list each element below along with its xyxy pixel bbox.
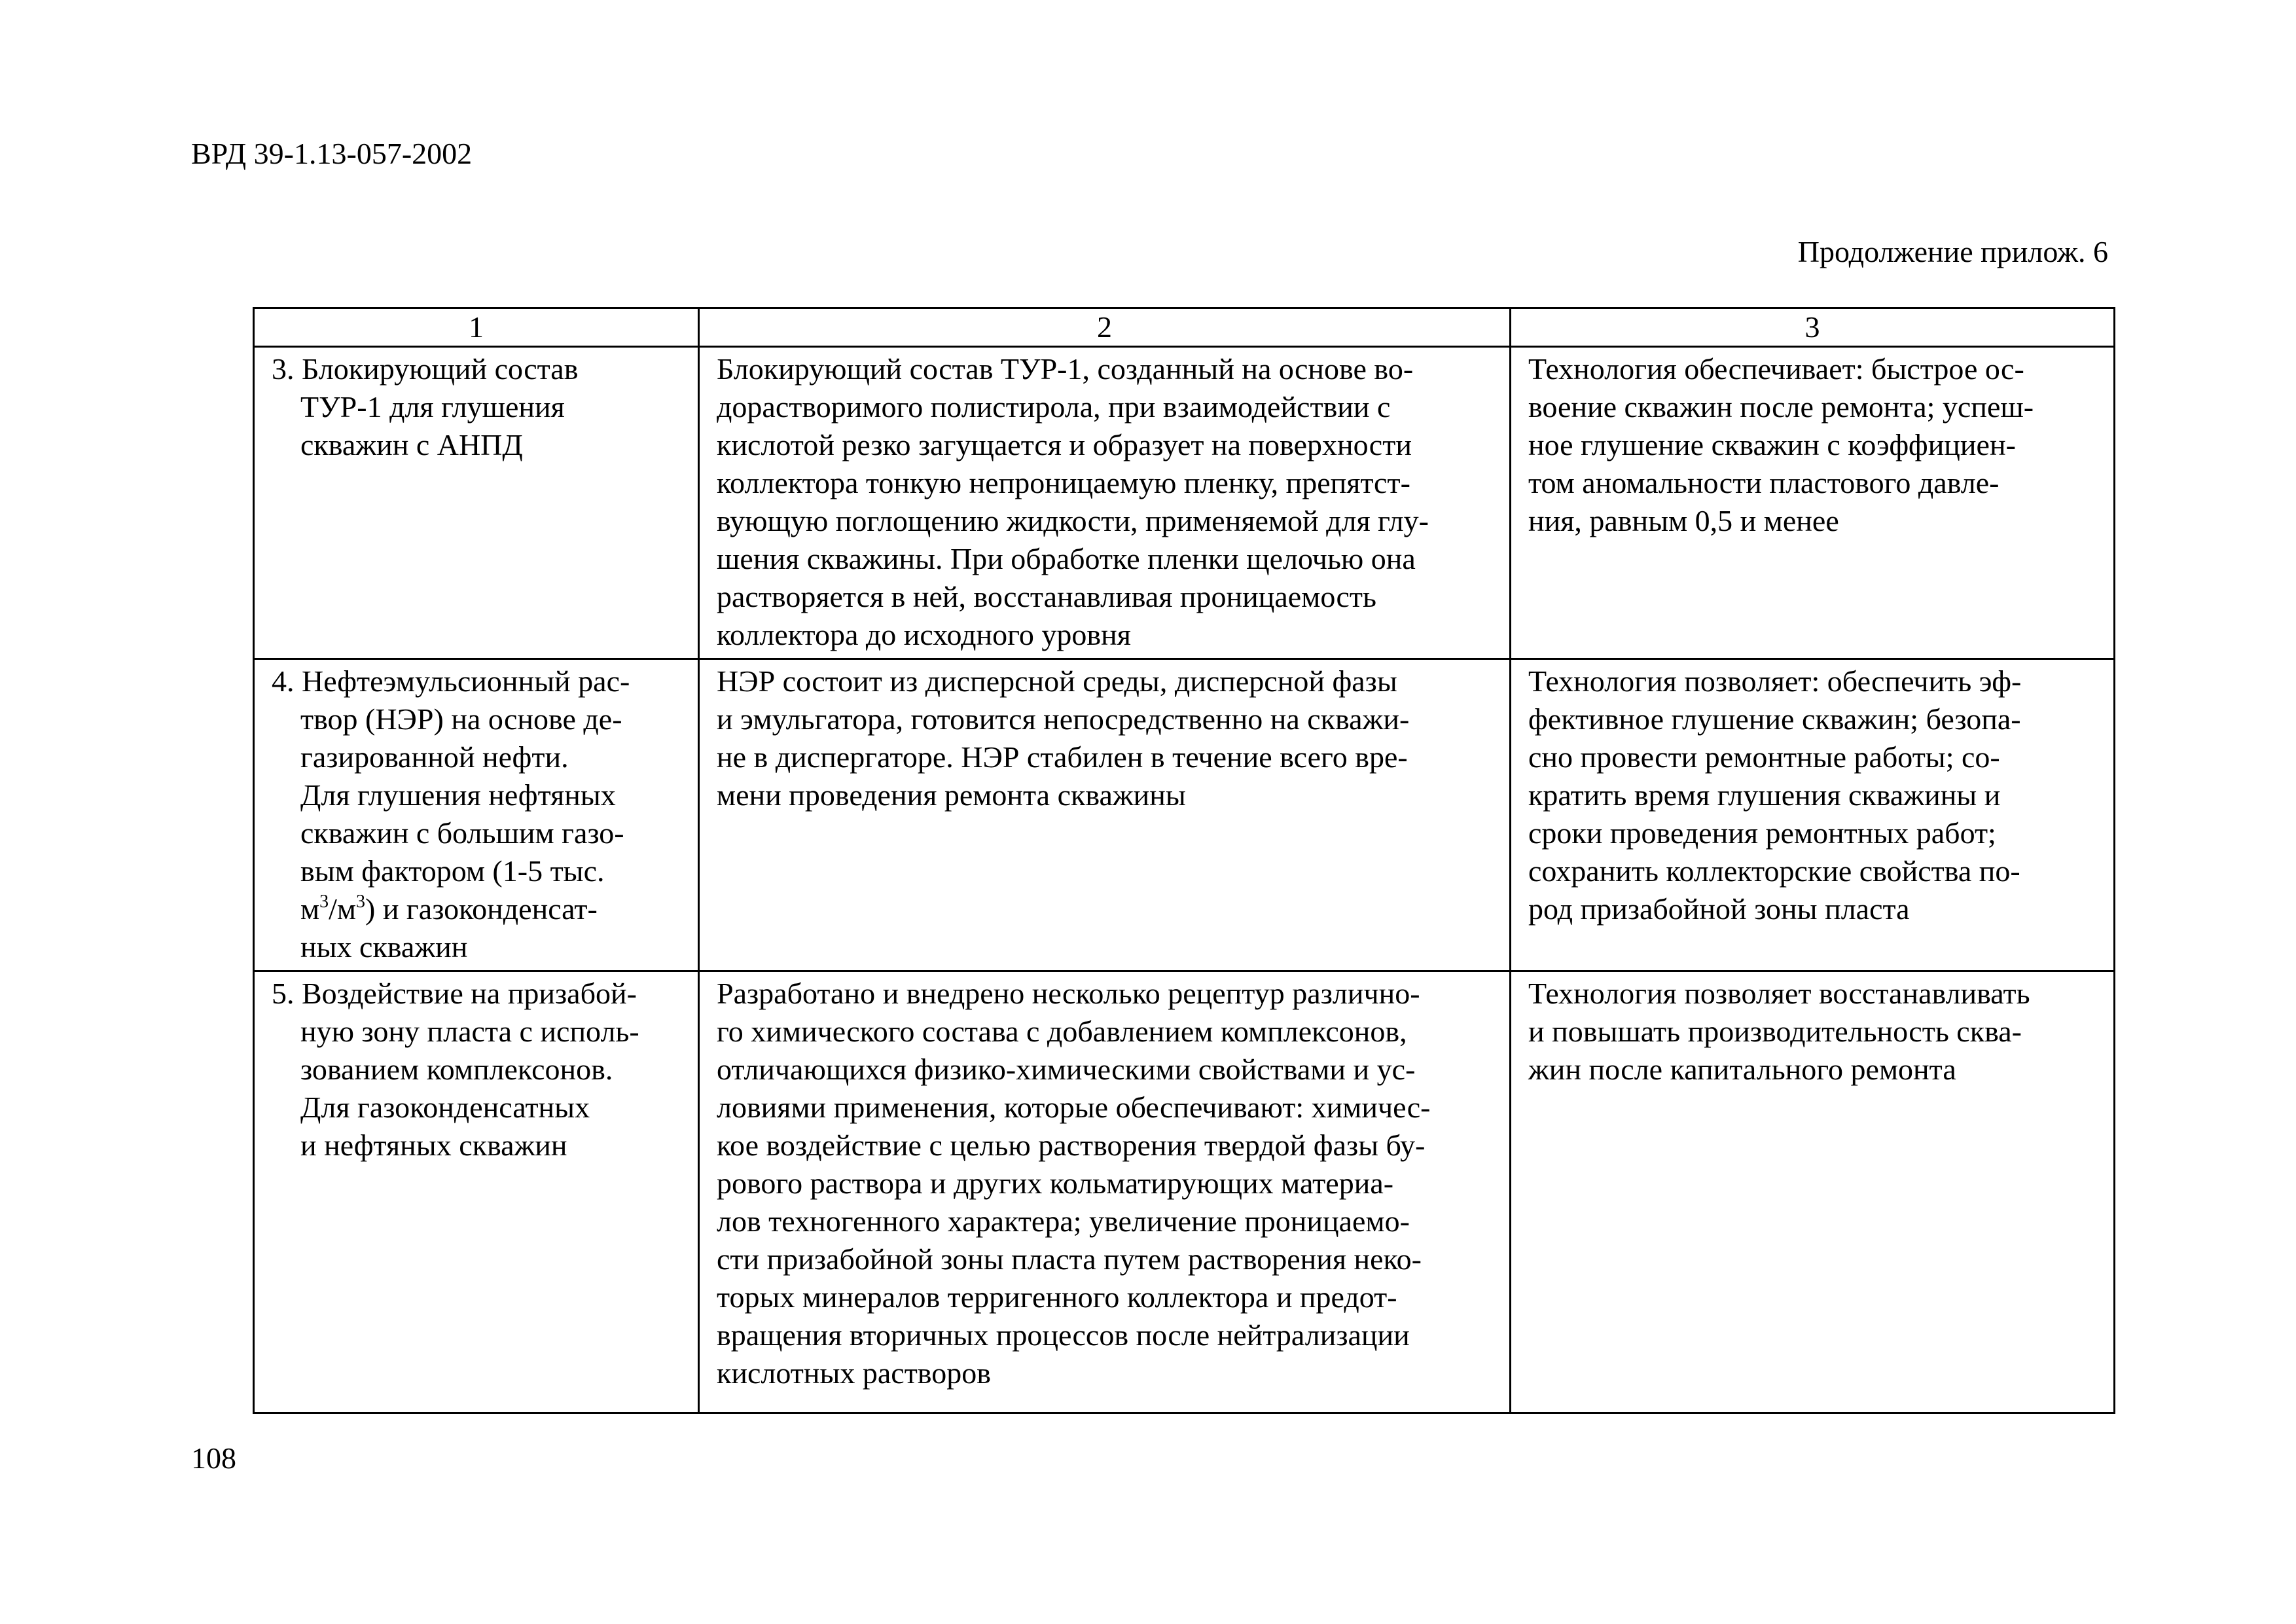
unit-superscript: 3	[356, 892, 365, 912]
cell-line: Блокирующий состав ТУР-1, созданный на основе во-	[717, 352, 1414, 386]
cell-line: го химического состава с добавлением комплексонов,	[717, 1015, 1407, 1048]
technology-name-cell	[254, 347, 699, 659]
cell-line: лов техногенного характера; увеличение проницаемо-	[717, 1204, 1410, 1238]
cell-line: кратить время глушения скважины и	[1528, 778, 2001, 812]
cell-line: 3. Блокирующий состав	[272, 352, 579, 386]
cell-line: НЭР состоит из дисперсной среды, дисперсной фазы	[717, 664, 1397, 698]
technology-description-cell	[699, 971, 1511, 1413]
cell-line-units	[272, 890, 687, 928]
cell-line: дорастворимого полистирола, при взаимодействии с	[717, 390, 1391, 424]
technology-table	[253, 307, 2115, 1414]
unit-slash-m: /м	[329, 892, 356, 926]
cell-line: ловиями применения, которые обеспечивают: химичес-	[717, 1091, 1431, 1124]
cell-line: сроки проведения ремонтных работ;	[1528, 816, 1996, 850]
appendix-continuation-label: Продолжение прилож. 6	[1797, 235, 2108, 268]
cell-line: 4. Нефтеэмульсионный рас-	[272, 664, 630, 698]
cell-line: ное глушение скважин с коэффициен-	[1528, 428, 2016, 461]
cell-line: вующую поглощению жидкости, применяемой для глу-	[717, 504, 1429, 537]
cell-line: твор (НЭР) на основе де-	[300, 702, 622, 736]
technology-name-cell	[254, 659, 699, 971]
cell-line: кое воздействие с целью растворения твердой фазы бу-	[717, 1128, 1426, 1162]
cell-line: скважин с большим газо-	[300, 816, 624, 850]
cell-line: Технология обеспечивает: быстрое ос-	[1528, 352, 2024, 386]
cell-line: фективное глушение скважин; безопа-	[1528, 702, 2021, 736]
table-row	[254, 347, 2115, 659]
cell-line: Технология позволяет: обеспечить эф-	[1528, 664, 2022, 698]
cell-line: ния, равным 0,5 и менее	[1528, 504, 1839, 537]
cell-line: мени проведения ремонта скважины	[717, 778, 1186, 812]
cell-line: газированной нефти.	[300, 740, 569, 774]
cell-line: рового раствора и других кольматирующих материа-	[717, 1166, 1394, 1200]
cell-line: Разработано и внедрено несколько рецептур различно-	[717, 977, 1420, 1010]
cell-line: Для глушения нефтяных	[300, 778, 616, 812]
cell-line: род призабойной зоны пласта	[1528, 892, 1910, 926]
table-row	[254, 659, 2115, 971]
technology-name-cell	[254, 971, 699, 1413]
cell-line: ных скважин	[300, 930, 468, 964]
unit-superscript: 3	[319, 892, 329, 912]
technology-effect-cell	[1511, 971, 2115, 1413]
technology-description-cell	[699, 347, 1511, 659]
technology-effect-cell	[1511, 659, 2115, 971]
cell-line: жин после капитального ремонта	[1528, 1053, 1956, 1086]
cell-line: ТУР-1 для глушения	[300, 390, 565, 424]
technology-description-cell	[699, 659, 1511, 971]
cell-line: скважин с АНПД	[300, 428, 523, 461]
cell-line: шения скважины. При обработке пленки щелочью она	[717, 542, 1416, 575]
cell-line: коллектора до исходного уровня	[717, 618, 1131, 651]
cell-line: отличающихся физико-химическими свойствами и ус-	[717, 1053, 1416, 1086]
cell-line: и эмульгатора, готовится непосредственно на скважи-	[717, 702, 1410, 736]
cell-line: том аномальности пластового давле-	[1528, 466, 2000, 499]
cell-line: ную зону пласта с исполь-	[300, 1015, 639, 1048]
unit-rest: ) и газоконденсат-	[365, 892, 598, 926]
cell-line: не в диспергаторе. НЭР стабилен в течение всего вре-	[717, 740, 1408, 774]
cell-line: торых минералов терригенного коллектора и предот-	[717, 1280, 1397, 1314]
column-header-2: 2	[699, 308, 1511, 347]
unit-m: м	[300, 892, 320, 926]
cell-line: зованием комплексонов.	[300, 1053, 613, 1086]
cell-line: кислотных растворов	[717, 1356, 991, 1390]
cell-line: сти призабойной зоны пласта путем растворения неко-	[717, 1242, 1422, 1276]
document-code: ВРД 39-1.13-057-2002	[191, 137, 473, 170]
cell-line: воение скважин после ремонта; успеш-	[1528, 390, 2034, 424]
technology-effect-cell	[1511, 347, 2115, 659]
cell-line: сно провести ремонтные работы; со-	[1528, 740, 2000, 774]
table-row	[254, 971, 2115, 1413]
column-header-3: 3	[1511, 308, 2115, 347]
cell-line: вращения вторичных процессов после нейтрализации	[717, 1318, 1410, 1352]
cell-line: Технология позволяет восстанавливать	[1528, 977, 2030, 1010]
cell-line: растворяется в ней, восстанавливая проницаемость	[717, 580, 1376, 613]
column-header-1: 1	[254, 308, 699, 347]
page-number: 108	[191, 1441, 236, 1475]
cell-line: 5. Воздействие на призабой-	[272, 977, 637, 1010]
cell-line: и нефтяных скважин	[300, 1128, 567, 1162]
cell-line: кислотой резко загущается и образует на поверхности	[717, 428, 1412, 461]
cell-line: Для газоконденсатных	[300, 1091, 590, 1124]
cell-line: и повышать производительность сква-	[1528, 1015, 2022, 1048]
column-number-row	[254, 308, 2115, 347]
cell-line: сохранить коллекторские свойства по-	[1528, 854, 2020, 888]
cell-line: вым фактором (1-5 тыс.	[300, 854, 605, 888]
cell-line: коллектора тонкую непроницаемую пленку, препятст-	[717, 466, 1410, 499]
